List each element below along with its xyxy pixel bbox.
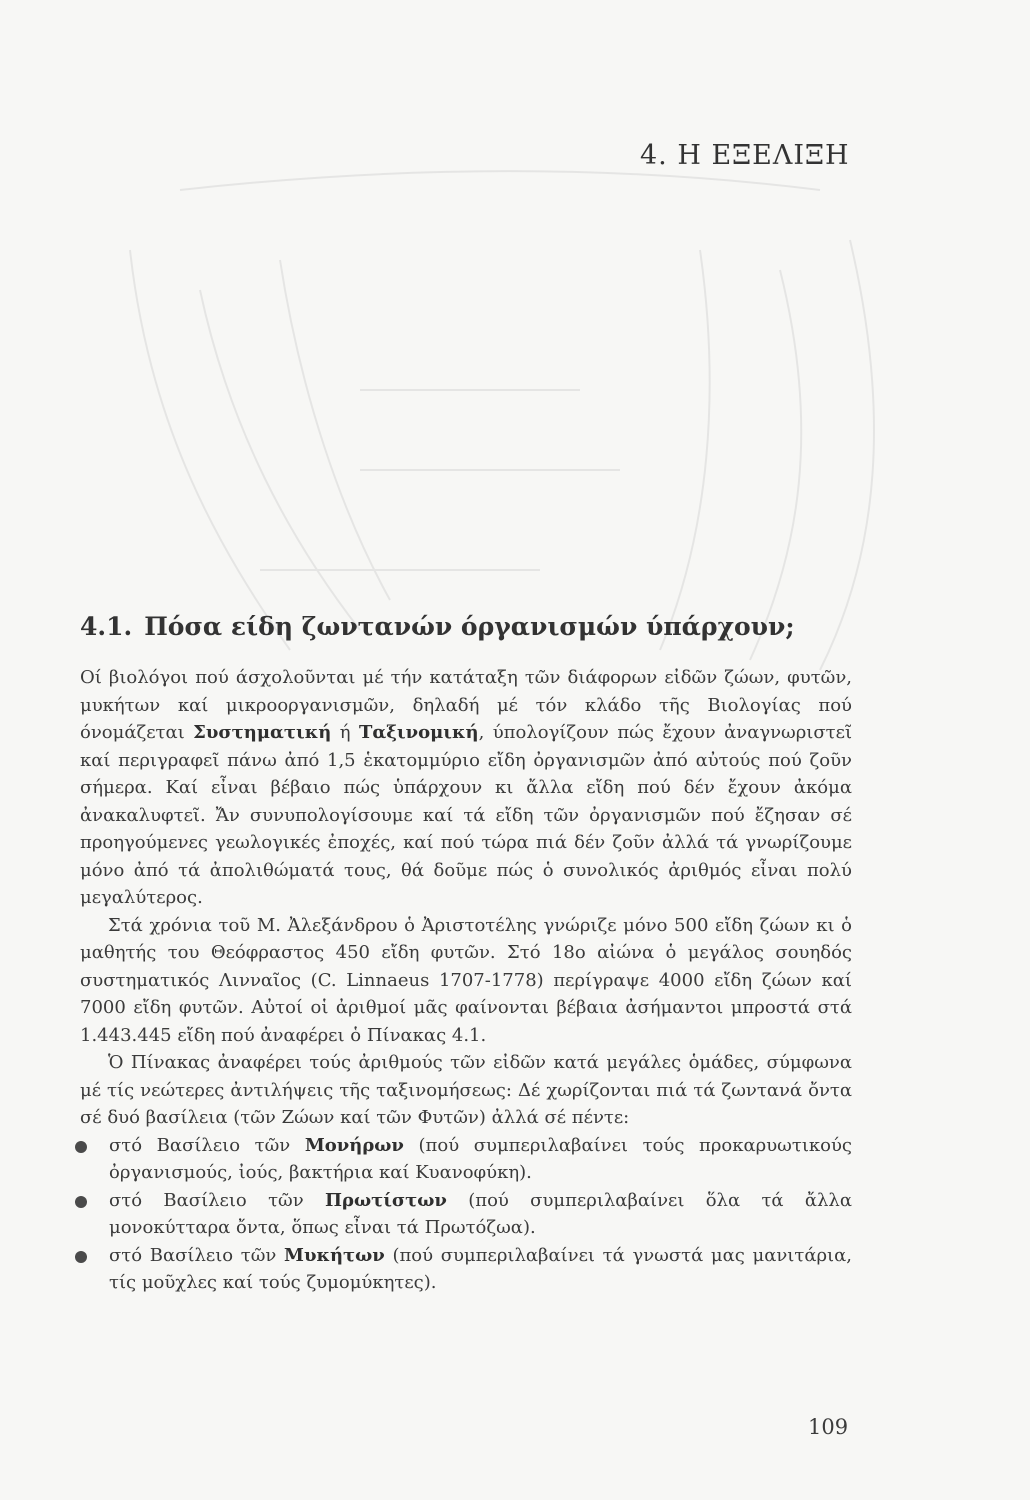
section-heading	[80, 612, 880, 641]
paragraph-text: ή	[331, 722, 359, 743]
list-item-text: (πού συμπεριλαβαίνει ὅλα τά ἄλλα μονοκύτταρα ὄντα, ὅπως εἶναι τά Πρωτόζωα).	[109, 1189, 852, 1238]
list-item-text: (πού συμπεριλαβαίνει τά γνωστά μας μανιτάρια, τίς μοῦχλες καί τούς ζυμομύκητες).	[109, 1244, 852, 1293]
section-number: 4.1.	[80, 612, 133, 641]
body-text	[80, 664, 852, 1297]
paragraph-text: Οί βιολόγοι πού άσχολοῦνται μέ τήν κατάταξη τῶν διάφορων εἰδῶν ζώων, φυτῶν, μυκήτων καί μικροοργανισμῶν, δηλαδή μέ τόν κλάδο τῆς Βιολογίας πού όνομάζεται	[80, 667, 852, 743]
show-through-background	[60, 130, 940, 690]
list-item-text: (πού συμπεριλαβαίνει τούς προκαρυωτικούς ὀργανισμούς, ἰούς, βακτήρια καί Κυανοφύκη).	[109, 1134, 852, 1183]
term-systematics: Συστηματική	[193, 722, 332, 743]
list-item	[80, 1242, 852, 1297]
chapter-title: 4. Η ΕΞΕΛΙΞΗ	[640, 140, 850, 171]
list-item-text: στό Βασίλειο τῶν	[109, 1134, 305, 1156]
kingdom-list	[80, 1132, 852, 1297]
term-taxonomy: Ταξινομική	[358, 722, 479, 743]
kingdom-name: Πρωτίστων	[324, 1189, 447, 1211]
bullet-icon	[75, 1141, 87, 1153]
list-item	[80, 1132, 852, 1187]
bullet-icon	[75, 1196, 87, 1208]
bullet-icon	[75, 1251, 87, 1263]
section-title: Πόσα είδη ζωντανών όργανισμών ύπάρχουν;	[144, 612, 795, 641]
list-item-text: στό Βασίλειο τῶν	[109, 1244, 285, 1266]
kingdom-name: Μονήρων	[304, 1134, 404, 1156]
paragraph: Ὁ Πίνακας ἀναφέρει τούς ἀριθμούς τῶν εἰδῶν κατά μεγάλες ὁμάδες, σύμφωνα μέ τίς νεώτερες ἀντιλήψεις τῆς ταξινομήσεως: Δέ χωρίζονται πιά τά ζωντανά ὄντα σέ δυό βασίλεια (τῶν Ζώων καί τῶν Φυτῶν) ἀλλά σέ πέντε:	[80, 1052, 852, 1128]
paragraph-text: , ύπολογίζουν πώς ἔχουν ἀναγνωριστεῖ καί περιγραφεῖ πάνω ἀπό 1,5 ἑκατομμύριο εἴδη ὀργανισμῶν ἀπό αὐτούς πού ζοῦν σήμερα. Καί εἶναι βέβαιο πώς ὑπάρχουν κι ἄλλα εἴδη πού δέν ἔχουν ἀκόμα ἀνακαλυφτεῖ. Ἄν συνυπολογίσουμε καί τά εἴδη τῶν ὀργανισμῶν πού ἔζησαν σέ προηγούμενες γεωλογικές ἐποχές, καί πού τώρα πιά δέν ζοῦν ἀλλά τά γνωρίζουμε μόνο ἀπό τά ἀπολιθώματά τους, θά δοῦμε πώς ὁ συνολικός ἀριθμός εἶναι πολύ μεγαλύτερος.	[80, 722, 852, 908]
paragraph: Στά χρόνια τοῦ Μ. Ἀλεξάνδρου ὁ Ἀριστοτέλης γνώριζε μόνο 500 εἴδη ζώων κι ὁ μαθητής του Θεόφραστος 450 εἴδη φυτῶν. Στό 18ο αἰώνα ὁ μεγάλος σουηδός συστηματικός Λινναῖος (C. Linnaeus 1707-1778) περίγραψε 4000 εἴδη ζώων καί 7000 εἴδη φυτῶν. Αὐτοί οἱ ἀριθμοί μᾶς φαίνονται βέβαια ἀσήμαντοι μπροστά στά 1.443.445 εἴδη πού ἀναφέρει ὁ Πίνακας 4.1.	[80, 914, 852, 1046]
kingdom-name: Μυκήτων	[284, 1244, 385, 1266]
page-number: 109	[808, 1415, 849, 1439]
list-item-text: στό Βασίλειο τῶν	[109, 1189, 325, 1211]
paragraph	[80, 664, 852, 912]
list-item	[80, 1187, 852, 1242]
